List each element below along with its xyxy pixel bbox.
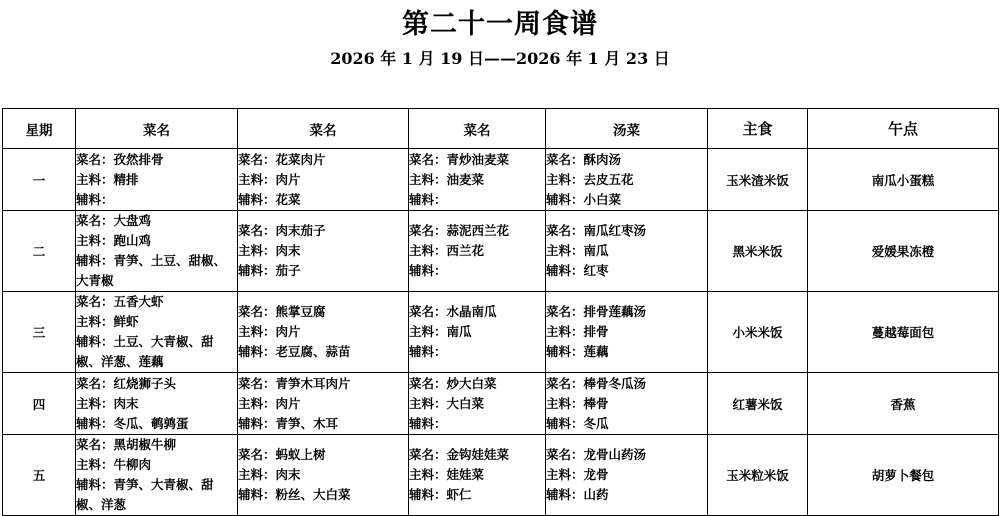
dish-main-ingredient: 主料：肉末 — [238, 243, 301, 258]
soup-cell — [546, 149, 708, 211]
dish-main-ingredient: 主料：南瓜 — [546, 243, 609, 258]
dish-cell — [238, 149, 409, 211]
dish-main-ingredient: 主料：去皮五花 — [546, 171, 634, 187]
dish-side-ingredient: 辅料：红枣 — [546, 263, 609, 278]
dish-cell — [76, 149, 238, 211]
dish-side-ingredient: 辅料：冬瓜、鹌鹑蛋 — [76, 415, 189, 431]
snack-cell: 胡萝卜餐包 — [808, 435, 999, 516]
dish-side-ingredient: 辅料： — [76, 191, 114, 207]
dish-name: 菜名：棒骨冬瓜汤 — [546, 375, 647, 391]
weekday-cell: 三 — [3, 292, 76, 373]
table-row — [3, 435, 999, 516]
header-soup: 汤菜 — [546, 109, 708, 149]
snack-cell: 香蕉 — [808, 373, 999, 435]
dish-cell — [238, 373, 409, 435]
dish-main-ingredient: 主料：油麦菜 — [409, 171, 485, 187]
dish-name: 菜名：黑胡椒牛柳 — [76, 437, 177, 452]
dish-name: 菜名：炒大白菜 — [409, 375, 497, 391]
dish-name: 菜名：龙骨山药汤 — [546, 447, 647, 462]
snack-cell: 爱媛果冻橙 — [808, 211, 999, 292]
dish-side-ingredient: 辅料： — [409, 263, 447, 278]
dish-side-ingredient: 辅料：青笋、木耳 — [238, 415, 339, 431]
dish-side-ingredient: 辅料：土豆、大青椒、甜椒、洋葱、莲藕 — [76, 334, 214, 369]
dish-main-ingredient: 主料：肉片 — [238, 171, 301, 187]
dish-name: 菜名：五香大虾 — [76, 294, 164, 309]
dish-main-ingredient: 主料：肉末 — [238, 467, 301, 482]
dish-name: 菜名：花菜肉片 — [238, 151, 326, 167]
dish-main-ingredient: 主料：南瓜 — [409, 324, 472, 339]
weekday-cell: 二 — [3, 211, 76, 292]
dish-side-ingredient: 辅料： — [409, 191, 447, 207]
table-row — [3, 373, 999, 435]
dish-main-ingredient: 主料：肉末 — [76, 395, 139, 411]
dish-cell — [409, 373, 546, 435]
dish-side-ingredient: 辅料：山药 — [546, 487, 609, 502]
dish-name: 菜名：排骨莲藕汤 — [546, 304, 647, 319]
dish-name: 菜名：青炒油麦菜 — [409, 151, 510, 167]
soup-cell — [546, 292, 708, 373]
soup-cell — [546, 211, 708, 292]
date-range: 2026 年 1 月 19 日——2026 年 1 月 23 日 — [330, 49, 670, 68]
dish-side-ingredient: 辅料： — [409, 344, 447, 359]
dish-name: 菜名：水晶南瓜 — [409, 304, 497, 319]
dish-side-ingredient: 辅料： — [409, 415, 447, 431]
staple-cell: 小米米饭 — [708, 292, 808, 373]
dish-main-ingredient: 主料：肉片 — [238, 324, 301, 339]
dish-name: 菜名：青笋木耳肉片 — [238, 375, 351, 391]
dish-cell — [238, 435, 409, 516]
dish-cell — [76, 373, 238, 435]
dish-main-ingredient: 主料：西兰花 — [409, 243, 485, 258]
dish-main-ingredient: 主料：排骨 — [546, 324, 609, 339]
dish-main-ingredient: 主料：肉片 — [238, 395, 301, 411]
dish-main-ingredient: 主料：鲜虾 — [76, 314, 139, 329]
dish-side-ingredient: 辅料：莲藕 — [546, 344, 609, 359]
weekday-cell: 一 — [3, 149, 76, 211]
dish-cell — [76, 211, 238, 292]
dish-side-ingredient: 辅料：粉丝、大白菜 — [238, 487, 351, 502]
dish-name: 菜名：熊掌豆腐 — [238, 304, 326, 319]
staple-cell: 玉米渣米饭 — [708, 149, 808, 211]
dish-side-ingredient: 辅料：青笋、土豆、甜椒、大青椒 — [76, 253, 227, 288]
dish-side-ingredient: 辅料：茄子 — [238, 263, 301, 278]
staple-cell: 红薯米饭 — [708, 373, 808, 435]
dish-cell — [409, 435, 546, 516]
dish-side-ingredient: 辅料：花菜 — [238, 191, 301, 207]
table-row — [3, 211, 999, 292]
table-row — [3, 292, 999, 373]
dish-name: 菜名：肉末茄子 — [238, 223, 326, 238]
dish-main-ingredient: 主料：跑山鸡 — [76, 233, 152, 248]
header-dish-1: 菜名 — [76, 109, 238, 149]
dish-cell — [409, 292, 546, 373]
menu-table — [2, 108, 999, 516]
weekday-cell: 四 — [3, 373, 76, 435]
dish-cell — [409, 211, 546, 292]
header-weekday: 星期 — [3, 109, 76, 149]
dish-name: 菜名：大盘鸡 — [76, 213, 152, 228]
header-dish-3: 菜名 — [409, 109, 546, 149]
dish-name: 菜名：蒜泥西兰花 — [409, 223, 510, 238]
dish-main-ingredient: 主料：牛柳肉 — [76, 457, 152, 472]
soup-cell — [546, 435, 708, 516]
dish-main-ingredient: 主料：大白菜 — [409, 395, 485, 411]
dish-side-ingredient: 辅料：老豆腐、蒜苗 — [238, 344, 351, 359]
dish-side-ingredient: 辅料：冬瓜 — [546, 415, 609, 431]
dish-name: 菜名：蚂蚁上树 — [238, 447, 326, 462]
dish-name: 菜名：南瓜红枣汤 — [546, 223, 647, 238]
staple-cell: 黑米米饭 — [708, 211, 808, 292]
header-snack: 午点 — [808, 109, 999, 149]
header-row — [3, 109, 999, 149]
dish-side-ingredient: 辅料：小白菜 — [546, 191, 622, 207]
dish-name: 菜名：红烧狮子头 — [76, 375, 177, 391]
dish-main-ingredient: 主料：龙骨 — [546, 467, 609, 482]
table-row — [3, 149, 999, 211]
dish-cell — [76, 435, 238, 516]
dish-side-ingredient: 辅料：虾仁 — [409, 487, 472, 502]
dish-main-ingredient: 主料：娃娃菜 — [409, 467, 485, 482]
dish-name: 菜名：金钩娃娃菜 — [409, 447, 510, 462]
staple-cell: 玉米粒米饭 — [708, 435, 808, 516]
dish-name: 菜名：酥肉汤 — [546, 151, 622, 167]
dish-name: 菜名：孜然排骨 — [76, 151, 164, 167]
snack-cell: 蔓越莓面包 — [808, 292, 999, 373]
snack-cell: 南瓜小蛋糕 — [808, 149, 999, 211]
dish-cell — [409, 149, 546, 211]
dish-main-ingredient: 主料：棒骨 — [546, 395, 609, 411]
dish-main-ingredient: 主料：精排 — [76, 171, 139, 187]
page-title: 第二十一周食谱 — [402, 9, 598, 40]
header-staple: 主食 — [708, 109, 808, 149]
dish-cell — [238, 211, 409, 292]
soup-cell — [546, 373, 708, 435]
dish-side-ingredient: 辅料：青笋、大青椒、甜椒、洋葱 — [76, 477, 214, 512]
dish-cell — [76, 292, 238, 373]
header-dish-2: 菜名 — [238, 109, 409, 149]
dish-cell — [238, 292, 409, 373]
weekday-cell: 五 — [3, 435, 76, 516]
